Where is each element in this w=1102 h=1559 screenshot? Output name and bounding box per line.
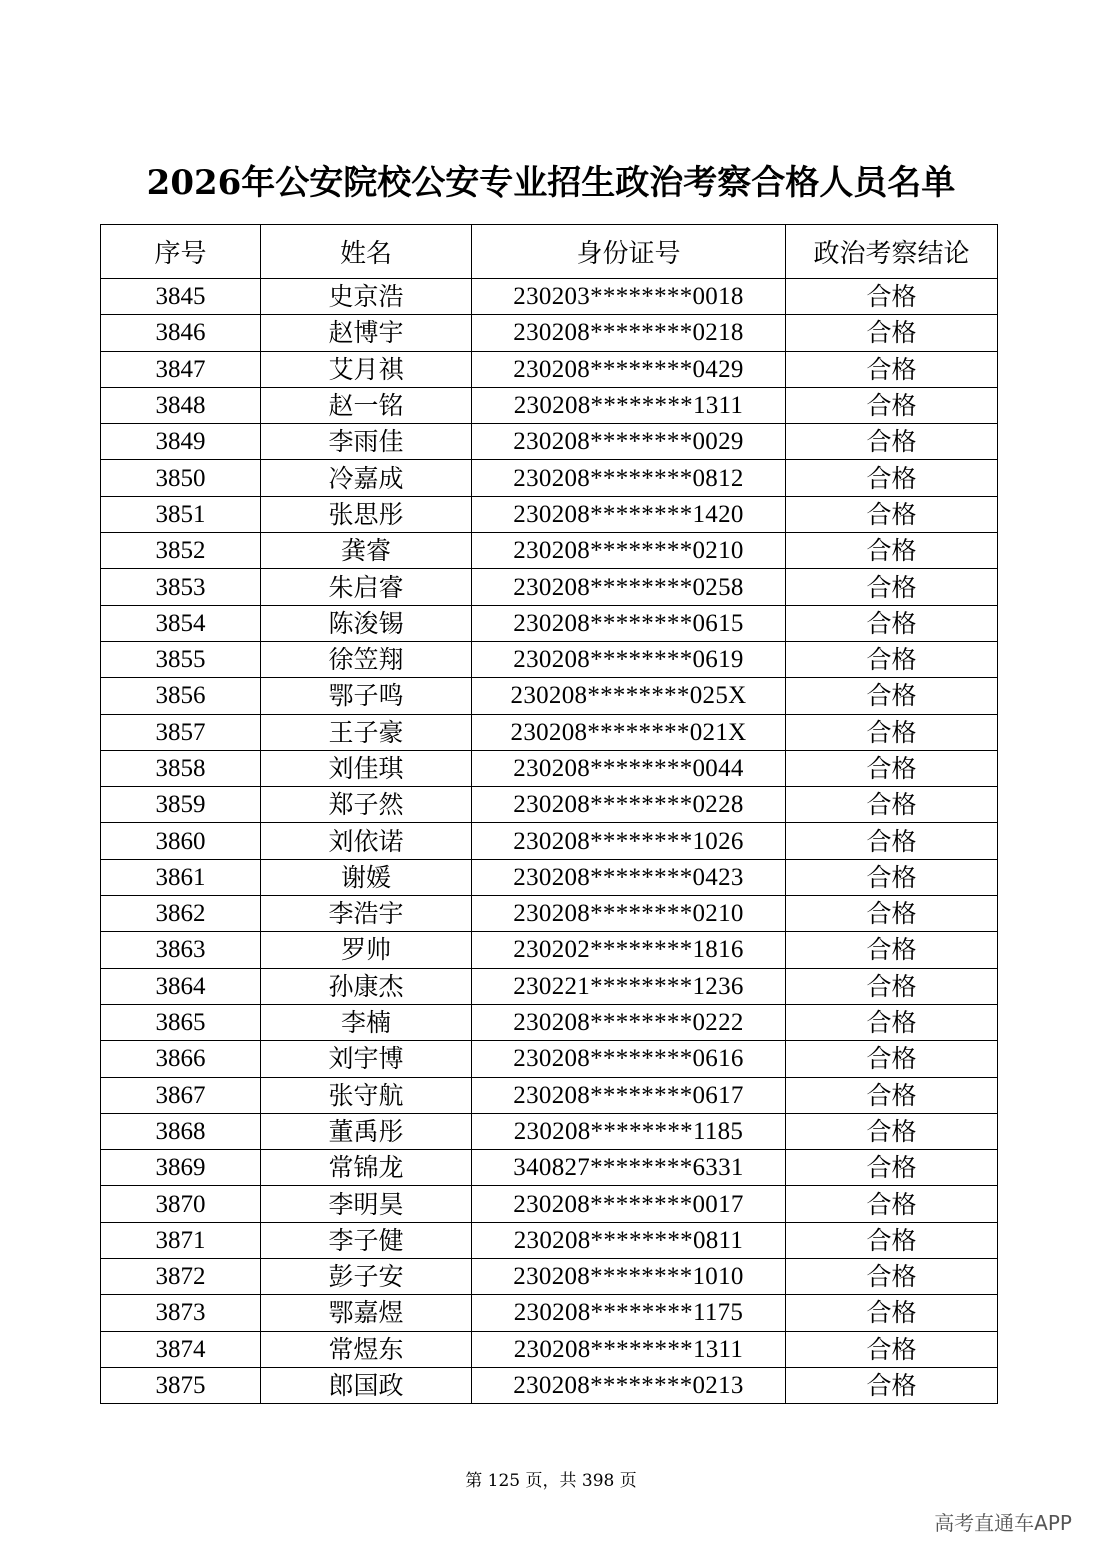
table-row: [101, 351, 998, 387]
cell-result: 合格: [786, 1367, 998, 1403]
cell-seq: 3866: [101, 1041, 261, 1077]
table-row: [101, 932, 998, 968]
table-row: [101, 496, 998, 532]
cell-id-number: 230208********0423: [472, 859, 786, 895]
cell-id-number: 230208********1026: [472, 823, 786, 859]
cell-result: 合格: [786, 605, 998, 641]
cell-id-number: 230208********1185: [472, 1113, 786, 1149]
cell-id-number: 230208********0429: [472, 351, 786, 387]
cell-seq: 3848: [101, 387, 261, 423]
cell-name: 鄂子鸣: [261, 678, 472, 714]
table-row: [101, 750, 998, 786]
cell-seq: 3852: [101, 533, 261, 569]
cell-name: 李楠: [261, 1004, 472, 1040]
cell-id-number: 230208********1311: [472, 1331, 786, 1367]
cell-name: 郑子然: [261, 787, 472, 823]
cell-seq: 3855: [101, 641, 261, 677]
cell-name: 董禹彤: [261, 1113, 472, 1149]
cell-id-number: 230208********021X: [472, 714, 786, 750]
table-row: [101, 1004, 998, 1040]
cell-name: 郎国政: [261, 1367, 472, 1403]
cell-seq: 3868: [101, 1113, 261, 1149]
table-row: [101, 1150, 998, 1186]
cell-name: 彭子安: [261, 1259, 472, 1295]
cell-id-number: 230208********025X: [472, 678, 786, 714]
table-row: [101, 1295, 998, 1331]
cell-seq: 3872: [101, 1259, 261, 1295]
cell-id-number: 230208********0619: [472, 641, 786, 677]
cell-seq: 3862: [101, 896, 261, 932]
cell-result: 合格: [786, 279, 998, 315]
table-row: [101, 968, 998, 1004]
cell-id-number: 230208********0213: [472, 1367, 786, 1403]
cell-id-number: 230202********1816: [472, 932, 786, 968]
cell-seq: 3850: [101, 460, 261, 496]
table-row: [101, 424, 998, 460]
cell-seq: 3860: [101, 823, 261, 859]
cell-name: 陈浚锡: [261, 605, 472, 641]
cell-id-number: 340827********6331: [472, 1150, 786, 1186]
cell-id-number: 230208********0218: [472, 315, 786, 351]
table-row: [101, 896, 998, 932]
cell-result: 合格: [786, 1113, 998, 1149]
cell-result: 合格: [786, 1186, 998, 1222]
watermark: 高考直通车APP: [934, 1511, 1072, 1535]
cell-seq: 3873: [101, 1295, 261, 1331]
cell-seq: 3857: [101, 714, 261, 750]
cell-result: 合格: [786, 533, 998, 569]
cell-seq: 3845: [101, 279, 261, 315]
cell-result: 合格: [786, 1222, 998, 1258]
cell-seq: 3875: [101, 1367, 261, 1403]
cell-name: 冷嘉成: [261, 460, 472, 496]
cell-name: 徐笠翔: [261, 641, 472, 677]
cell-name: 谢媛: [261, 859, 472, 895]
cell-result: 合格: [786, 1004, 998, 1040]
cell-result: 合格: [786, 896, 998, 932]
cell-seq: 3847: [101, 351, 261, 387]
cell-result: 合格: [786, 932, 998, 968]
cell-name: 赵博宇: [261, 315, 472, 351]
cell-result: 合格: [786, 315, 998, 351]
cell-id-number: 230208********0258: [472, 569, 786, 605]
cell-id-number: 230208********1175: [472, 1295, 786, 1331]
cell-name: 刘依诺: [261, 823, 472, 859]
cell-id-number: 230208********0616: [472, 1041, 786, 1077]
table-row: [101, 605, 998, 641]
table-row: [101, 1186, 998, 1222]
cell-id-number: 230208********0228: [472, 787, 786, 823]
cell-id-number: 230208********0210: [472, 896, 786, 932]
cell-result: 合格: [786, 1295, 998, 1331]
table-row: [101, 859, 998, 895]
table-row: [101, 1259, 998, 1295]
cell-name: 张守航: [261, 1077, 472, 1113]
cell-id-number: 230208********0811: [472, 1222, 786, 1258]
cell-id-number: 230203********0018: [472, 279, 786, 315]
cell-result: 合格: [786, 750, 998, 786]
cell-result: 合格: [786, 714, 998, 750]
table-row: [101, 714, 998, 750]
page-footer: 第 125 页，共 398 页: [465, 1471, 637, 1491]
table-row: [101, 533, 998, 569]
table-row: [101, 641, 998, 677]
cell-result: 合格: [786, 387, 998, 423]
cell-name: 张思彤: [261, 496, 472, 532]
cell-seq: 3871: [101, 1222, 261, 1258]
cell-id-number: 230208********1420: [472, 496, 786, 532]
cell-seq: 3858: [101, 750, 261, 786]
cell-id-number: 230208********0615: [472, 605, 786, 641]
cell-name: 罗帅: [261, 932, 472, 968]
cell-name: 鄂嘉煜: [261, 1295, 472, 1331]
cell-result: 合格: [786, 823, 998, 859]
table-row: [101, 823, 998, 859]
roster-table: [100, 224, 998, 1404]
cell-name: 李明昊: [261, 1186, 472, 1222]
cell-name: 刘宇博: [261, 1041, 472, 1077]
table-row: [101, 1077, 998, 1113]
cell-seq: 3859: [101, 787, 261, 823]
cell-result: 合格: [786, 424, 998, 460]
cell-seq: 3874: [101, 1331, 261, 1367]
header-id-number: 身份证号: [472, 225, 786, 279]
cell-name: 孙康杰: [261, 968, 472, 1004]
cell-result: 合格: [786, 1150, 998, 1186]
header-name: 姓名: [261, 225, 472, 279]
cell-id-number: 230208********0222: [472, 1004, 786, 1040]
cell-id-number: 230208********0044: [472, 750, 786, 786]
cell-id-number: 230208********1311: [472, 387, 786, 423]
cell-seq: 3849: [101, 424, 261, 460]
cell-name: 史京浩: [261, 279, 472, 315]
cell-result: 合格: [786, 1041, 998, 1077]
table-row: [101, 1331, 998, 1367]
table-row: [101, 678, 998, 714]
cell-seq: 3865: [101, 1004, 261, 1040]
cell-seq: 3856: [101, 678, 261, 714]
table-row: [101, 1222, 998, 1258]
cell-name: 李雨佳: [261, 424, 472, 460]
cell-name: 龚睿: [261, 533, 472, 569]
cell-name: 朱启睿: [261, 569, 472, 605]
table-header-row: [101, 225, 998, 279]
cell-result: 合格: [786, 460, 998, 496]
cell-name: 赵一铭: [261, 387, 472, 423]
cell-seq: 3870: [101, 1186, 261, 1222]
cell-result: 合格: [786, 1259, 998, 1295]
cell-result: 合格: [786, 1077, 998, 1113]
cell-id-number: 230208********0017: [472, 1186, 786, 1222]
cell-result: 合格: [786, 569, 998, 605]
cell-seq: 3861: [101, 859, 261, 895]
header-seq: 序号: [101, 225, 261, 279]
cell-name: 刘佳琪: [261, 750, 472, 786]
cell-name: 李浩宇: [261, 896, 472, 932]
document-title: 2026年公安院校公安专业招生政治考察合格人员名单: [146, 163, 956, 203]
cell-result: 合格: [786, 496, 998, 532]
table-row: [101, 787, 998, 823]
cell-id-number: 230221********1236: [472, 968, 786, 1004]
cell-result: 合格: [786, 968, 998, 1004]
cell-result: 合格: [786, 859, 998, 895]
cell-result: 合格: [786, 351, 998, 387]
cell-result: 合格: [786, 641, 998, 677]
cell-seq: 3864: [101, 968, 261, 1004]
cell-id-number: 230208********1010: [472, 1259, 786, 1295]
cell-result: 合格: [786, 678, 998, 714]
table-row: [101, 387, 998, 423]
cell-seq: 3846: [101, 315, 261, 351]
table-row: [101, 279, 998, 315]
cell-seq: 3863: [101, 932, 261, 968]
cell-id-number: 230208********0812: [472, 460, 786, 496]
table-row: [101, 315, 998, 351]
cell-id-number: 230208********0029: [472, 424, 786, 460]
cell-id-number: 230208********0617: [472, 1077, 786, 1113]
table-row: [101, 1113, 998, 1149]
table-row: [101, 460, 998, 496]
cell-name: 常锦龙: [261, 1150, 472, 1186]
header-result: 政治考察结论: [786, 225, 998, 279]
cell-seq: 3854: [101, 605, 261, 641]
cell-name: 李子健: [261, 1222, 472, 1258]
table-row: [101, 1041, 998, 1077]
cell-seq: 3853: [101, 569, 261, 605]
cell-result: 合格: [786, 1331, 998, 1367]
cell-seq: 3869: [101, 1150, 261, 1186]
cell-id-number: 230208********0210: [472, 533, 786, 569]
table-row: [101, 1367, 998, 1403]
cell-result: 合格: [786, 787, 998, 823]
cell-name: 艾月祺: [261, 351, 472, 387]
cell-name: 常煜东: [261, 1331, 472, 1367]
table-body: [101, 279, 998, 1404]
table-row: [101, 569, 998, 605]
cell-seq: 3851: [101, 496, 261, 532]
cell-name: 王子豪: [261, 714, 472, 750]
cell-seq: 3867: [101, 1077, 261, 1113]
